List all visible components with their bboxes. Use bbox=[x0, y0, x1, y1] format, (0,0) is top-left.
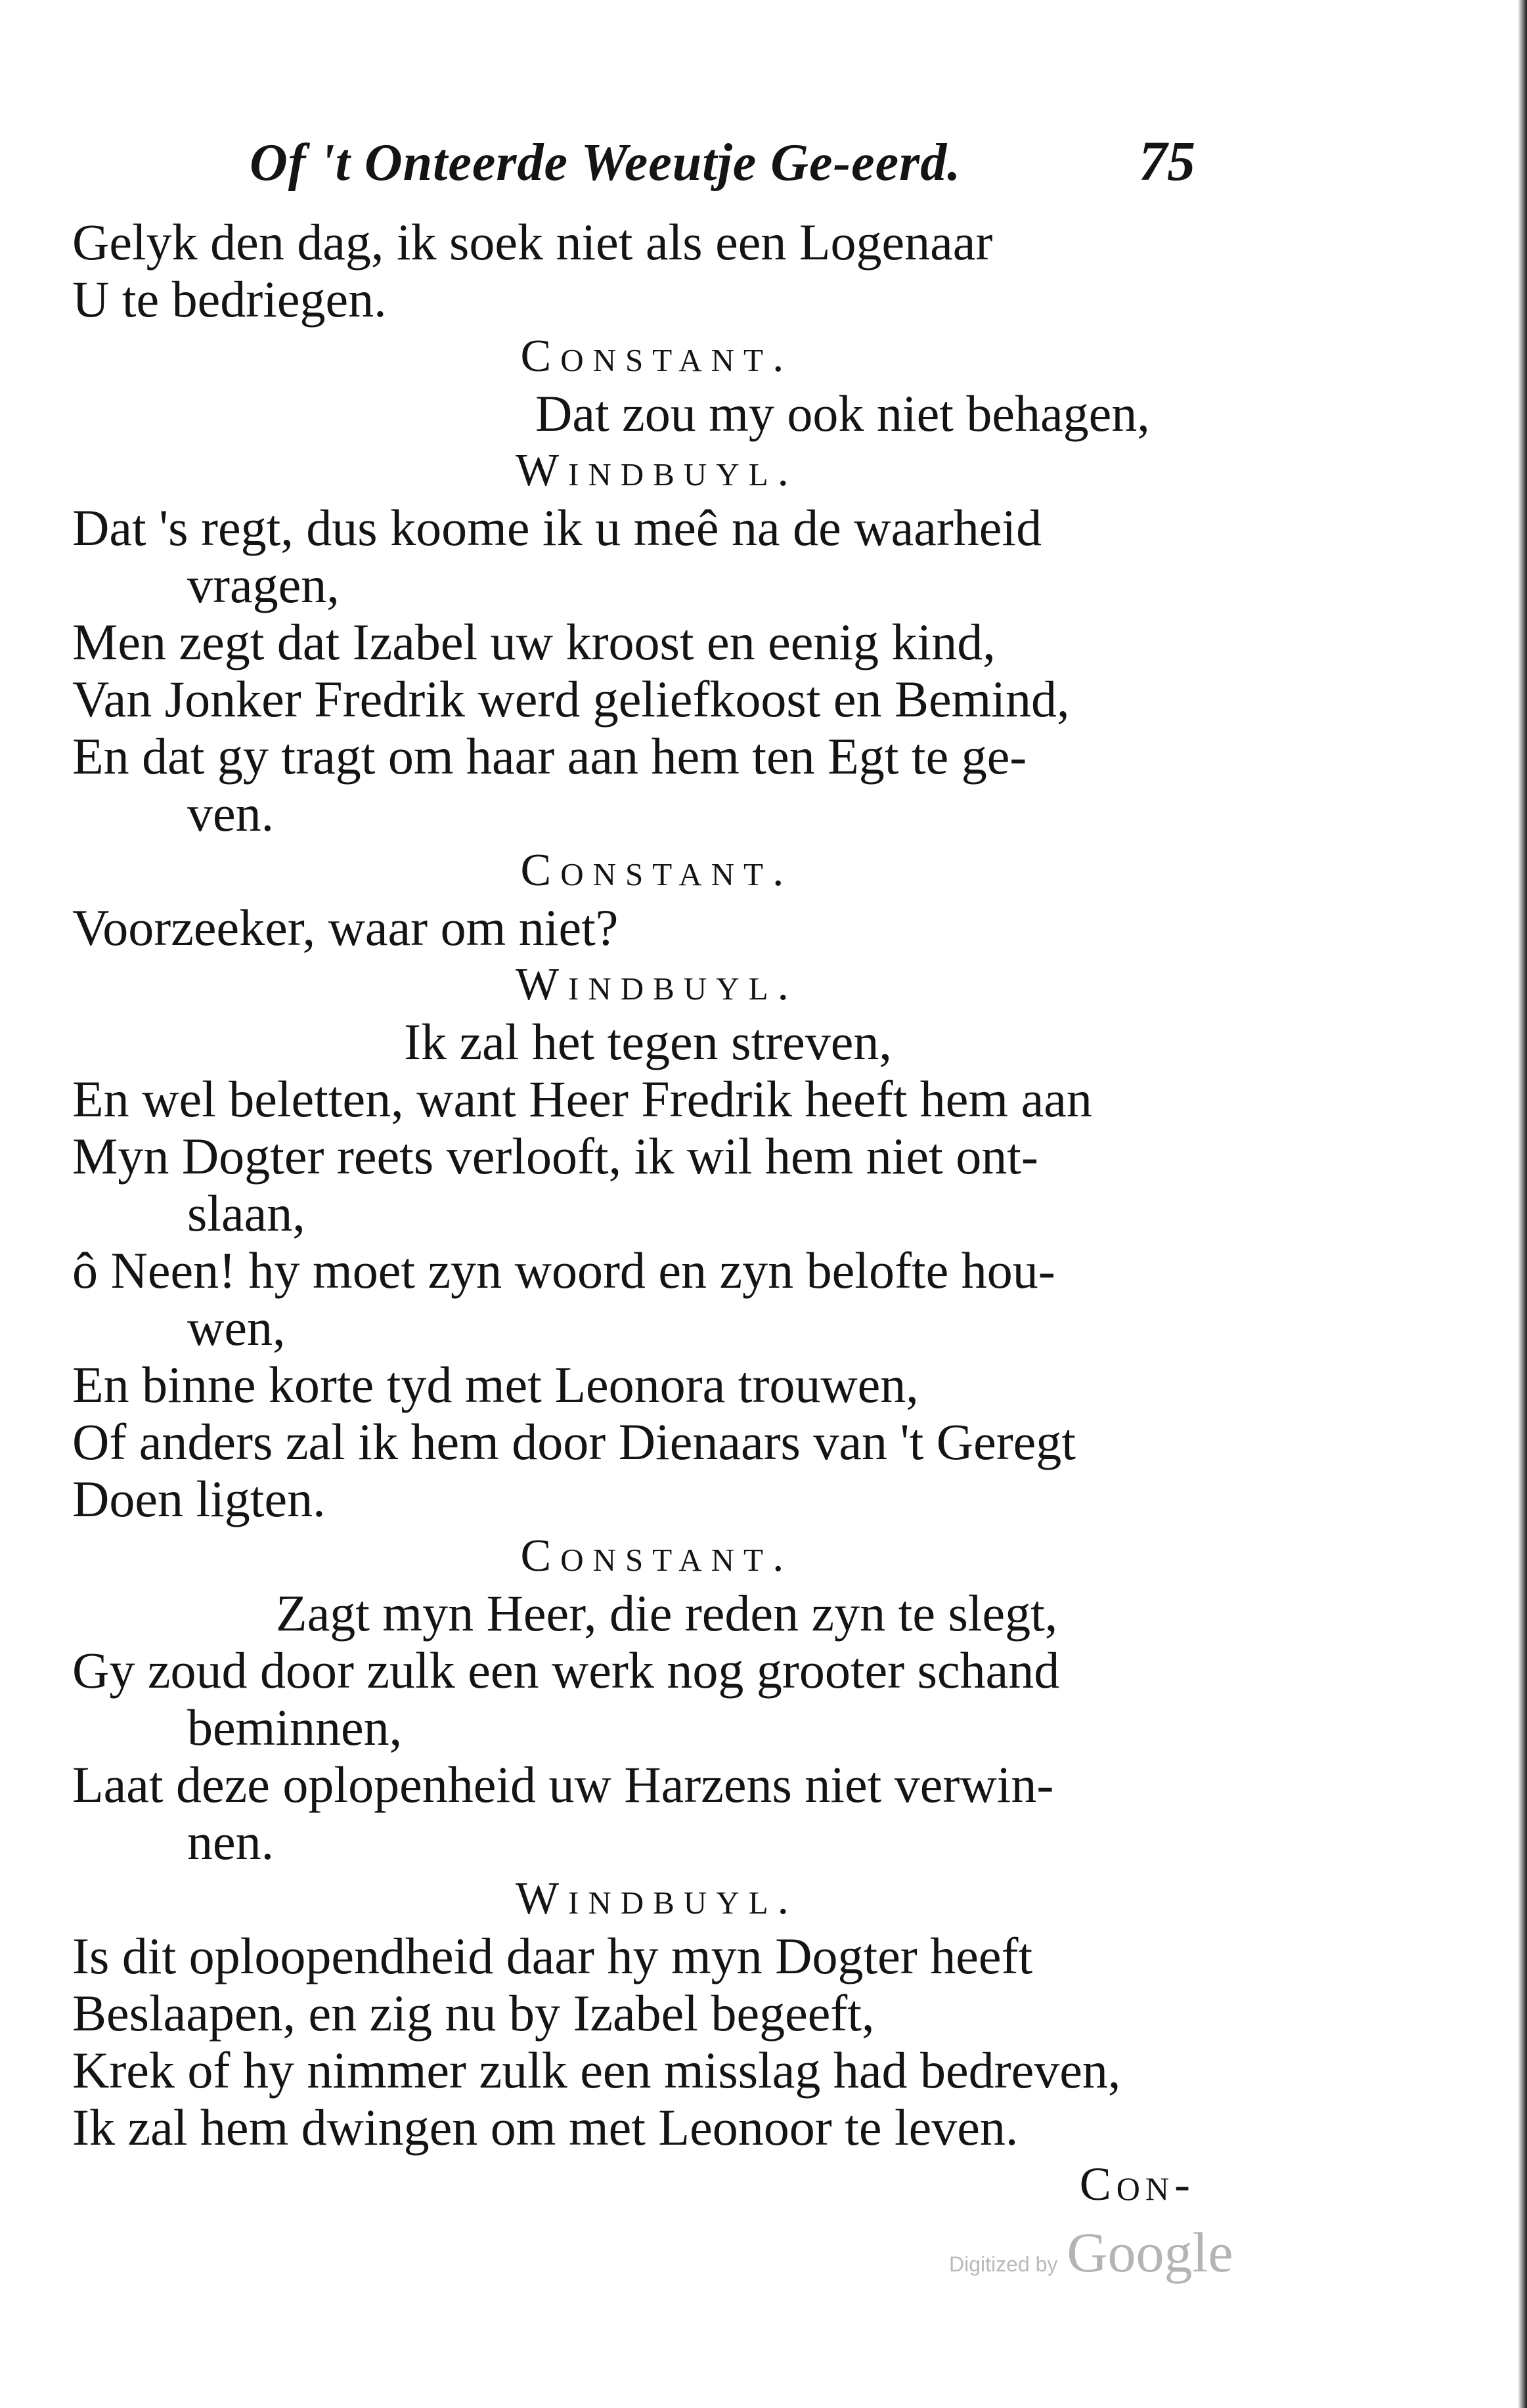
verse-line: U te bedriegen. bbox=[72, 271, 387, 328]
verse-line: ô Neen! hy moet zyn woord en zyn belofte hou- bbox=[72, 1242, 1055, 1299]
running-head: Of 't Onteerde Weeutje Ge-eerd. bbox=[250, 134, 962, 192]
verse-line: En dat gy tragt om haar aan hem ten Egt te ge- bbox=[72, 728, 1027, 785]
speaker-heading: Constant. bbox=[520, 845, 793, 896]
verse-line: En wel beletten, want Heer Fredrik heeft hem aan bbox=[72, 1070, 1092, 1127]
verse-line: En binne korte tyd met Leonora trouwen, bbox=[72, 1356, 919, 1413]
verse-line: slaan, bbox=[187, 1185, 305, 1242]
page-header bbox=[250, 128, 1195, 207]
verse-line: Krek of hy nimmer zulk een misslag had bedreven, bbox=[72, 2042, 1121, 2099]
verse-line: Van Jonker Fredrik werd geliefkoost en Bemind, bbox=[72, 670, 1070, 728]
speaker-heading: Windbuyl. bbox=[515, 1873, 799, 1924]
page-number: 75 bbox=[1139, 129, 1195, 192]
verse-line: Is dit oploopendheid daar hy myn Dogter heeft bbox=[72, 1927, 1033, 1984]
speaker-heading: Constant. bbox=[520, 331, 793, 382]
verse-line: Voorzeeker, waar om niet? bbox=[72, 899, 619, 956]
verse-text bbox=[72, 213, 1195, 2213]
verse-line: Gy zoud door zulk een werk nog grooter schand bbox=[72, 1642, 1060, 1699]
verse-line: Myn Dogter reets verlooft, ik wil hem niet ont- bbox=[72, 1127, 1038, 1185]
speaker-heading: Windbuyl. bbox=[515, 959, 799, 1010]
verse-line: wen, bbox=[187, 1299, 286, 1356]
verse-line: beminnen, bbox=[187, 1699, 403, 1756]
verse-line: ven. bbox=[187, 785, 275, 842]
verse-line: Zagt myn Heer, die reden zyn te slegt, bbox=[276, 1585, 1058, 1642]
speaker-heading: Windbuyl. bbox=[515, 445, 799, 496]
verse-line: Ik zal hem dwingen om met Leonoor te leven. bbox=[72, 2099, 1019, 2156]
verse-line: Men zegt dat Izabel uw kroost en eenig kind, bbox=[72, 613, 996, 670]
verse-line: Doen ligten. bbox=[72, 1470, 326, 1527]
page-edge-shadow bbox=[1518, 0, 1527, 2408]
verse-line: Of anders zal ik hem door Dienaars van 't Geregt bbox=[72, 1413, 1076, 1470]
google-logo: Google bbox=[1067, 2221, 1233, 2284]
verse-line: Beslaapen, en zig nu by Izabel begeeft, bbox=[72, 1984, 875, 2042]
digitized-watermark bbox=[949, 2220, 1233, 2285]
verse-line: vragen, bbox=[187, 556, 340, 613]
catchword: Con- bbox=[1079, 2158, 1195, 2210]
verse-line: Gelyk den dag, ik soek niet als een Logenaar bbox=[72, 213, 993, 271]
speaker-heading: Constant. bbox=[520, 1531, 793, 1581]
verse-line: nen. bbox=[187, 1813, 275, 1870]
watermark-prefix: Digitized by bbox=[949, 2252, 1058, 2276]
verse-line: Ik zal het tegen streven, bbox=[404, 1013, 892, 1070]
verse-line: Dat zou my ook niet behagen, bbox=[535, 385, 1150, 442]
verse-line: Laat deze oplopenheid uw Harzens niet verwin- bbox=[72, 1756, 1054, 1813]
verse-line: Dat 's regt, dus koome ik u meê na de waarheid bbox=[72, 499, 1042, 556]
